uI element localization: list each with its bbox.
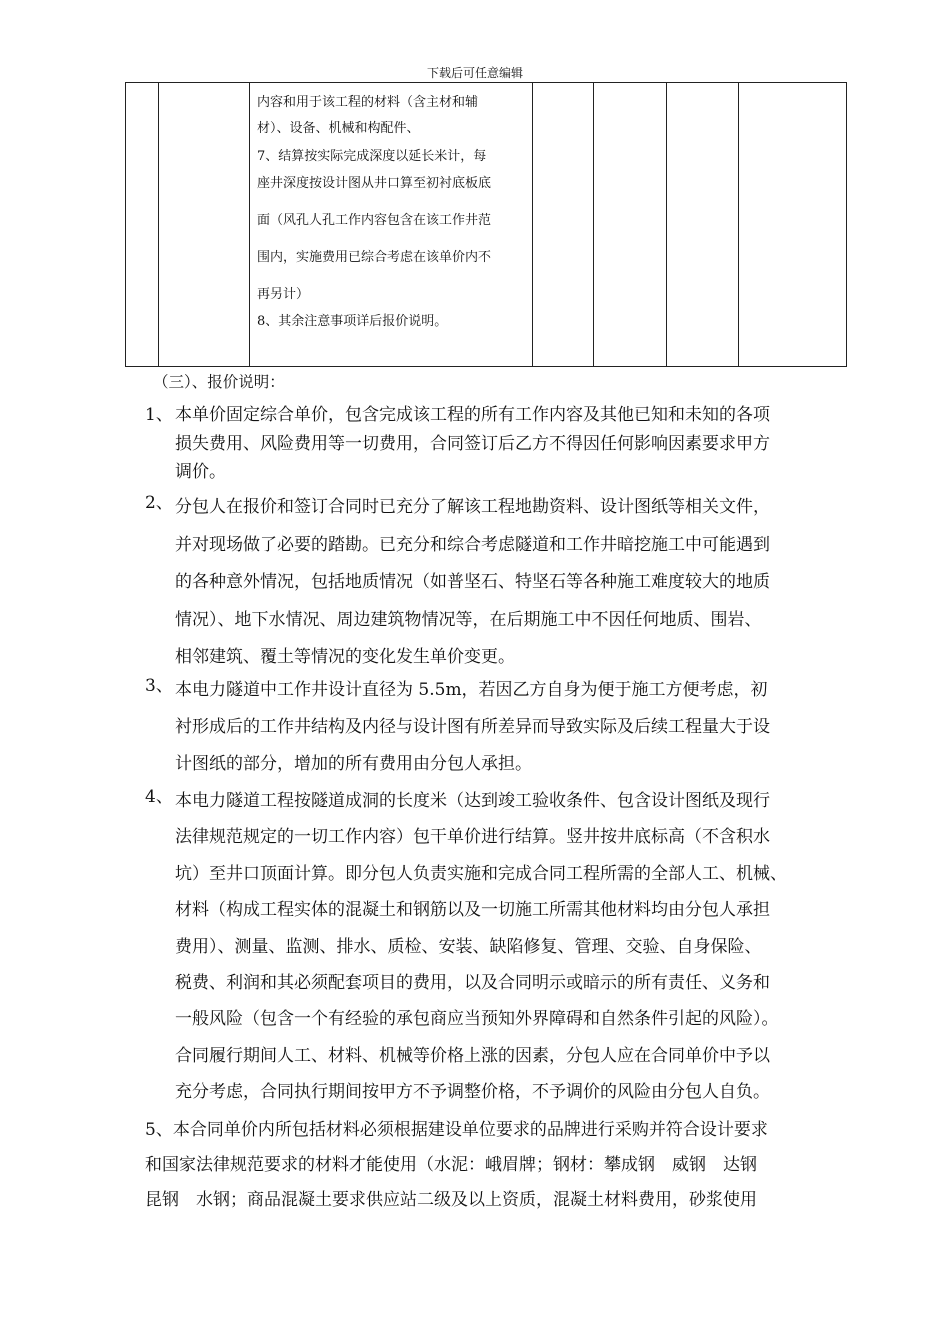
- description-line: 面（风孔人孔工作内容包含在该工作井范: [257, 212, 492, 228]
- item-line: 本电力隧道工程按隧道成洞的长度米（达到竣工验收条件、包含设计图纸及现行: [175, 791, 770, 811]
- page-header-note: 下载后可任意编辑: [426, 66, 523, 80]
- table-cell-name: [159, 83, 250, 367]
- description-line: 围内，实施费用已综合考虑在该单价内不: [257, 249, 492, 265]
- item-line: 损失费用、风险费用等一切费用，合同签订后乙方不得因任何影响因素要求甲方: [175, 433, 770, 454]
- description-line: 内容和用于该工程的材料（含主材和辅: [257, 95, 479, 110]
- item-line: 衬形成后的工作井结构及内径与设计图有所差异而导致实际及后续工程量大于设: [175, 717, 770, 737]
- item-line: 相邻建筑、覆土等情况的变化发生单价变更。: [175, 647, 515, 667]
- item-line: 材料（构成工程实体的混凝土和钢筋以及一切施工所需其他材料均由分包人承担: [175, 900, 770, 921]
- table-cell-unit: [533, 83, 594, 367]
- item-line: 5、本合同单价内所包括材料必须根据建设单位要求的品牌进行采购并符合设计要求: [145, 1120, 768, 1140]
- table-cell-index: [126, 83, 159, 367]
- table-cell-quantity: [594, 83, 667, 367]
- item-line: 合同履行期间人工、材料、机械等价格上涨的因素，分包人应在合同单价中予以: [175, 1045, 770, 1066]
- item-line: 调价。: [175, 462, 226, 482]
- item-line: 费用）、测量、监测、排水、质检、安装、缺陷修复、管理、交验、自身保险、: [175, 936, 762, 957]
- table-cell-remark: [739, 83, 847, 367]
- item-line: 情况）、地下水情况、周边建筑物情况等，在后期施工中不因任何地质、围岩、: [175, 609, 762, 630]
- item-number: 4、: [145, 787, 173, 807]
- item-line: 一般风险（包含一个有经验的承包商应当预知外界障碍和自然条件引起的风险）。: [175, 1009, 779, 1030]
- spec-table: [125, 82, 847, 367]
- table-cell-price: [667, 83, 739, 367]
- item-number: 3、: [145, 676, 173, 696]
- item-line: 本单价固定综合单价，包含完成该工程的所有工作内容及其他已知和未知的各项: [175, 405, 770, 425]
- table-row: [126, 83, 847, 367]
- item-line: 昆钢 水钢；商品混凝土要求供应站二级及以上资质，混凝土材料费用，砂浆使用: [145, 1190, 757, 1210]
- item-line: 计图纸的部分，增加的所有费用由分包人承担。: [175, 754, 532, 774]
- item-line: 充分考虑，合同执行期间按甲方不予调整价格，不予调价的风险由分包人自负。: [175, 1082, 770, 1103]
- description-line: 材）、设备、机械和构配件、: [257, 121, 420, 136]
- item-line: 坑）至井口顶面计算。即分包人负责实施和完成合同工程所需的全部人工、机械、: [175, 863, 787, 884]
- list-item: [145, 1113, 768, 1218]
- item-number: 2、: [145, 493, 173, 513]
- section-title: （三）、报价说明：: [153, 373, 285, 391]
- table-cell-description: [250, 83, 533, 367]
- item-line: 的各种意外情况，包括地质情况（如普坚石、特坚石等各种施工难度较大的地质: [175, 572, 770, 592]
- description-line: 再另计）: [257, 286, 310, 302]
- description-line: 座井深度按设计图从井口算至初衬底板底: [257, 175, 492, 191]
- item-line: 并对现场做了必要的踏勘。已充分和综合考虑隧道和工作井暗挖施工中可能遇到: [175, 534, 770, 555]
- item-line: 法律规范规定的一切工作内容）包干单价进行结算。竖井按井底标高（不含积水: [175, 827, 770, 848]
- item-line: 和国家法律规范要求的材料才能使用（水泥：峨眉牌；钢材：攀成钢 威钢 达钢: [145, 1155, 757, 1175]
- item-number: 1、: [145, 405, 173, 425]
- item-line: 分包人在报价和签订合同时已充分了解该工程地勘资料、设计图纸等相关文件，: [175, 497, 770, 517]
- item-line: 本电力隧道中工作井设计直径为 5.5m，若因乙方自身为便于施工方便考虑，初: [175, 680, 768, 700]
- description-line: 7、结算按实际完成深度以延长米计，每: [257, 148, 487, 164]
- description-line: 8、其余注意事项详后报价说明。: [257, 313, 448, 329]
- item-line: 税费、利润和其必须配套项目的费用，以及合同明示或暗示的所有责任、义务和: [175, 973, 770, 994]
